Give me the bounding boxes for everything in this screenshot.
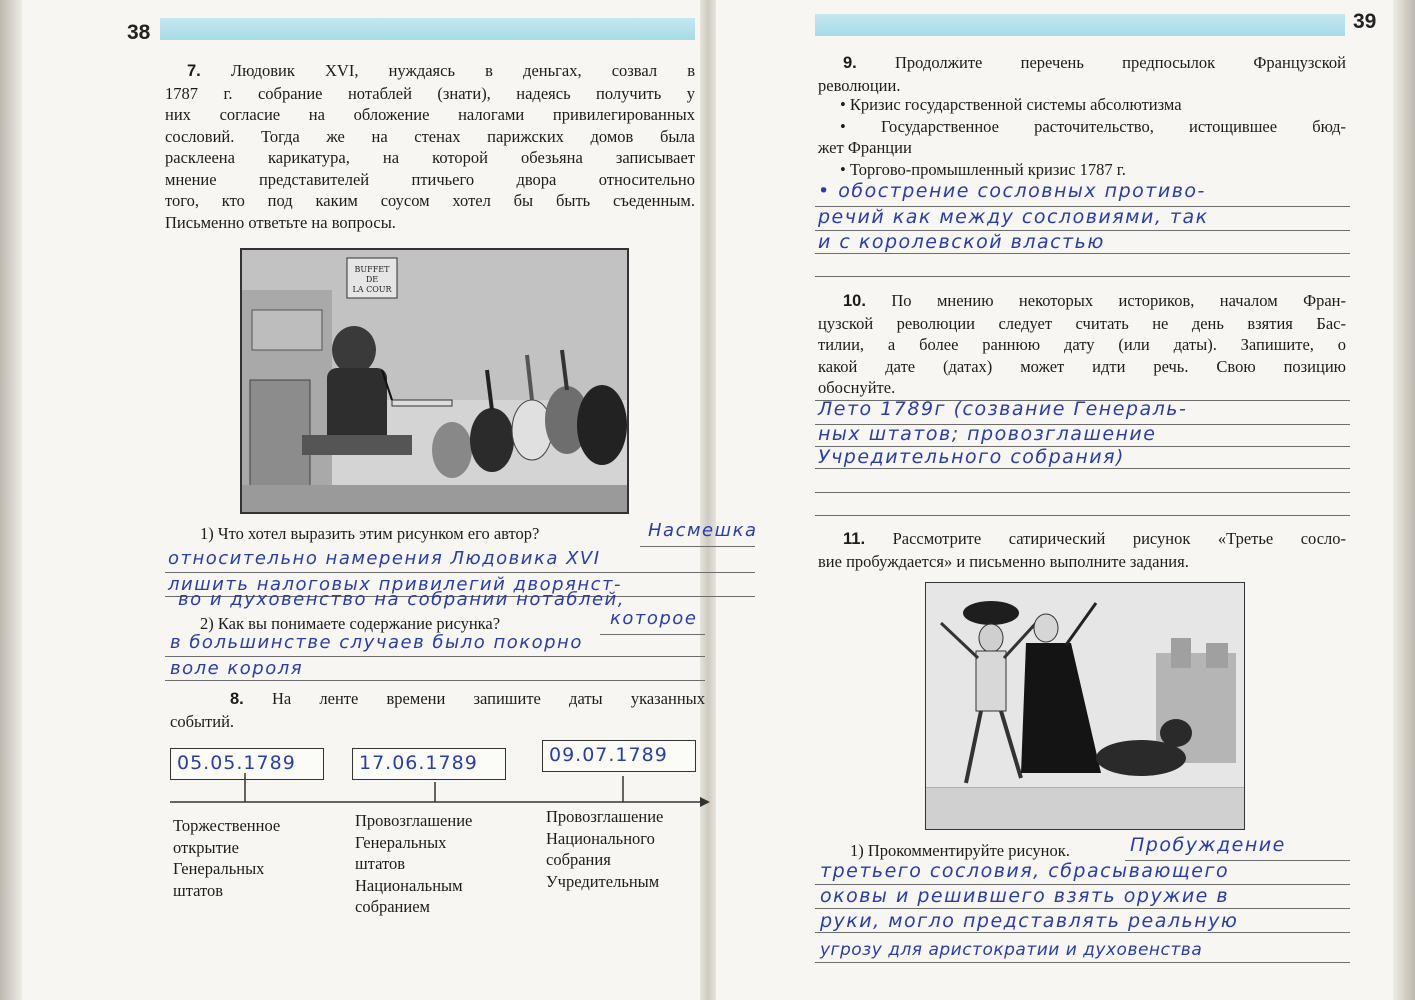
- task7-text: [165, 60, 695, 233]
- event-2-line-2: Генеральных: [355, 832, 447, 852]
- task7-answer-1-line-3: лишить налоговых привилегий дворянст-: [168, 574, 622, 595]
- task9-line-2: революции.: [818, 75, 901, 95]
- task10-answer-line-1: Лето 1789г (созвание Генераль-: [818, 398, 1188, 420]
- answer-rule: [165, 656, 705, 657]
- timeline-date-2: 17.06.1789: [359, 752, 478, 774]
- task9-bullet-1-text: Кризис государственной системы абсолютизма: [849, 95, 1182, 114]
- task7-number: 7.: [187, 62, 201, 80]
- task9-line-1: Продолжите перечень предпосылок Французской: [895, 53, 1347, 72]
- sign-line-2: DE: [365, 275, 379, 284]
- answer-rule: [815, 468, 1350, 469]
- task10-line-2: цузской революции следует считать не день взятия Бас-: [818, 313, 1346, 333]
- task8-text: [170, 688, 705, 732]
- task7-answer-2-line-3: воле короля: [170, 658, 304, 679]
- event-1-line-3: Генеральных: [173, 859, 265, 878]
- caricature-monkey-birds-image: [240, 248, 629, 514]
- task11-answer-line-5: угрозу для аристократии и духовенства: [820, 940, 1203, 960]
- task8-line-2: событий.: [170, 711, 235, 731]
- task11-line-1: Рассмотрите сатирический рисунок «Третье сосло-: [892, 529, 1347, 548]
- event-3-line-1: Провозглашение: [546, 807, 664, 826]
- task9-bullet-2: • Государственное расточительство, истощившее бюд-: [840, 117, 1346, 136]
- event-1-line-2: открытие: [173, 837, 239, 857]
- event-3-line-4: Учредительным: [546, 871, 660, 891]
- timeline-date-1: 05.05.1789: [177, 752, 296, 774]
- answer-rule: [640, 546, 755, 547]
- event-3-line-2: Национального: [546, 828, 655, 848]
- timeline-date-3: 09.07.1789: [549, 744, 668, 766]
- page-number-right: 39: [1353, 10, 1377, 33]
- task7-line-6: мнение представителей птичьего двора относительно: [165, 169, 695, 189]
- task10-number: 10.: [843, 292, 866, 310]
- answer-rule: [815, 932, 1350, 933]
- task10-line-3: тилии, а более раннюю дату (или даты). Запишите, о: [818, 335, 1346, 354]
- event-2-line-4: Национальным: [355, 875, 463, 895]
- task11-answer-line-1: Пробуждение: [1130, 834, 1286, 856]
- task11-number: 11.: [843, 530, 866, 548]
- answer-rule: [815, 253, 1350, 254]
- task10-answer-line-2: ных штатов; провозглашение: [818, 423, 1157, 445]
- sign-line-3: LA COUR: [352, 285, 392, 294]
- task9-bullet-1: • Кризис государственной системы абсолютизма: [840, 95, 1182, 114]
- task10-line-1: По мнению некоторых историков, началом Фран-: [891, 291, 1346, 310]
- timeline-event-3: [546, 806, 663, 892]
- task11-question-1: 1) Прокомментируйте рисунок.: [850, 841, 1070, 860]
- task11-answer-line-3: оковы и решившего взять оружие в: [820, 885, 1230, 907]
- task9-text: [818, 52, 1346, 96]
- task10-line-5: обоснуйте.: [818, 378, 896, 397]
- task7-question-1: 1) Что хотел выразить этим рисунком его автор?: [200, 524, 540, 543]
- task7-line-5: расклеена карикатура, на которой обезьяна записывает: [165, 148, 695, 167]
- header-bar-left: [160, 18, 695, 40]
- caricature-drawing: [242, 250, 627, 512]
- task11-line-2: вие пробуждается» и письменно выполните задания.: [818, 551, 1189, 571]
- task7-line-7: того, кто под каким соусом хотел бы быть съеденным.: [165, 191, 695, 210]
- task7-answer-1-line-4: во и духовенство на собрании нотаблей,: [178, 589, 625, 610]
- task10-line-4: какой дате (датах) может идти речь. Свою позицию: [818, 356, 1346, 376]
- event-3-line-3: собрания: [546, 850, 611, 869]
- task11-answer-line-4: руки, могло представлять реальную: [820, 910, 1239, 932]
- page-edge-right: [1393, 0, 1415, 1000]
- task7-line-2: 1787 г. собрание нотаблей (знати), надеясь получить у: [165, 83, 695, 103]
- task9-answer-line-3: и с королевской властью: [818, 231, 1105, 253]
- answer-rule: [600, 634, 705, 635]
- header-bar-right: [815, 14, 1345, 36]
- answer-rule: [165, 572, 755, 573]
- answer-rule: [815, 515, 1350, 516]
- task8-line-1: На ленте времени запишите даты указанных: [271, 689, 706, 708]
- task9-bullet-3-text: Торгово-промышленный кризис 1787 г.: [849, 160, 1126, 179]
- task9-number: 9.: [843, 54, 857, 72]
- answer-rule: [815, 276, 1350, 277]
- answer-rule: [815, 492, 1350, 493]
- timeline-event-1: [173, 815, 280, 901]
- task9-answer-line-2: речий как между сословиями, так: [818, 206, 1209, 228]
- task8-number: 8.: [230, 690, 244, 708]
- sign-line-1: BUFFET: [354, 265, 390, 274]
- third-estate-awakening-image: [925, 582, 1245, 830]
- answer-rule: [815, 962, 1350, 963]
- event-2-line-3: штатов: [355, 854, 406, 873]
- page-number-left: 38: [127, 21, 151, 44]
- event-1-line-4: штатов: [173, 880, 224, 900]
- task9-answer-line-1: • обострение сословных противо-: [818, 180, 1206, 202]
- book-gutter: [700, 0, 716, 1000]
- task7-answer-2-line-1: которое: [610, 608, 698, 629]
- event-2-line-1: Провозглашение: [355, 811, 473, 830]
- answer-rule: [815, 908, 1350, 909]
- third-estate-drawing: [926, 583, 1244, 829]
- event-1-line-1: Торжественное: [173, 816, 281, 835]
- answer-rule: [165, 680, 705, 681]
- task9-bullet-2-cont: жет Франции: [818, 138, 912, 157]
- task9-bullet-3: • Торгово-промышленный кризис 1787 г.: [840, 160, 1126, 179]
- task7-line-3: них согласие на обложение налогами привилегированных: [165, 105, 695, 124]
- timeline-date-box-3[interactable]: [542, 740, 696, 772]
- task7-answer-1-line-2: относительно намерения Людовика XVI: [168, 548, 601, 569]
- task9-bullet-2-text: Государственное расточительство, истощившее бюд-: [880, 117, 1346, 136]
- task7-answer-2-line-2: в большинстве случаев было покорно: [170, 632, 583, 653]
- task7-line-1: Людовик XVI, нуждаясь в деньгах, созвал в: [230, 61, 696, 80]
- event-2-line-5: собранием: [355, 897, 430, 916]
- task11-text: [818, 528, 1346, 572]
- page-edge-left: [0, 0, 22, 1000]
- timeline-event-2: [355, 810, 472, 918]
- task7-line-4: сословий. Тогда же на стенах парижских домов была: [165, 126, 695, 146]
- task7-answer-1-line-1: Насмешка: [648, 520, 758, 541]
- task7-line-8: Письменно ответьте на вопросы.: [165, 212, 396, 232]
- task10-answer-line-3: Учредительного собрания): [818, 446, 1125, 468]
- task7-question-2: 2) Как вы понимаете содержание рисунка?: [200, 614, 501, 633]
- task11-answer-line-2: третьего сословия, сбрасывающего: [820, 860, 1230, 882]
- task10-text: [818, 290, 1346, 399]
